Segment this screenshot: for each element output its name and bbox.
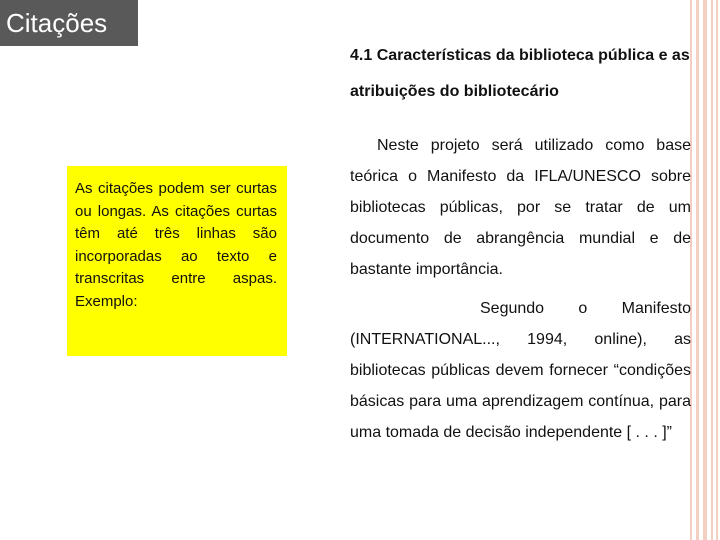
paragraph-1: Neste projeto será utilizado como base teórica o Manifesto da IFLA/UNESCO sobre bibliotecas públicas, por se tratar de um documento de abrangência mundial e de bastante importância. [350, 137, 691, 278]
paragraph-2: Segundo o Manifesto (INTERNATIONAL..., 1994, online), as bibliotecas públicas devem fornecer “condições básicas para uma aprendizagem contínua, para uma tomada de decisão independente [ . . . ]” [350, 300, 691, 441]
body-text [350, 130, 691, 448]
slide-title: Citações [0, 0, 138, 46]
section-heading: 4.1 Características da biblioteca pública e as atribuições do bibliotecário [350, 47, 690, 100]
citation-note-box: As citações podem ser curtas ou longas. As citações curtas têm até três linhas são incorporadas ao texto e transcritas entre aspas. Exemplo: [67, 166, 287, 356]
